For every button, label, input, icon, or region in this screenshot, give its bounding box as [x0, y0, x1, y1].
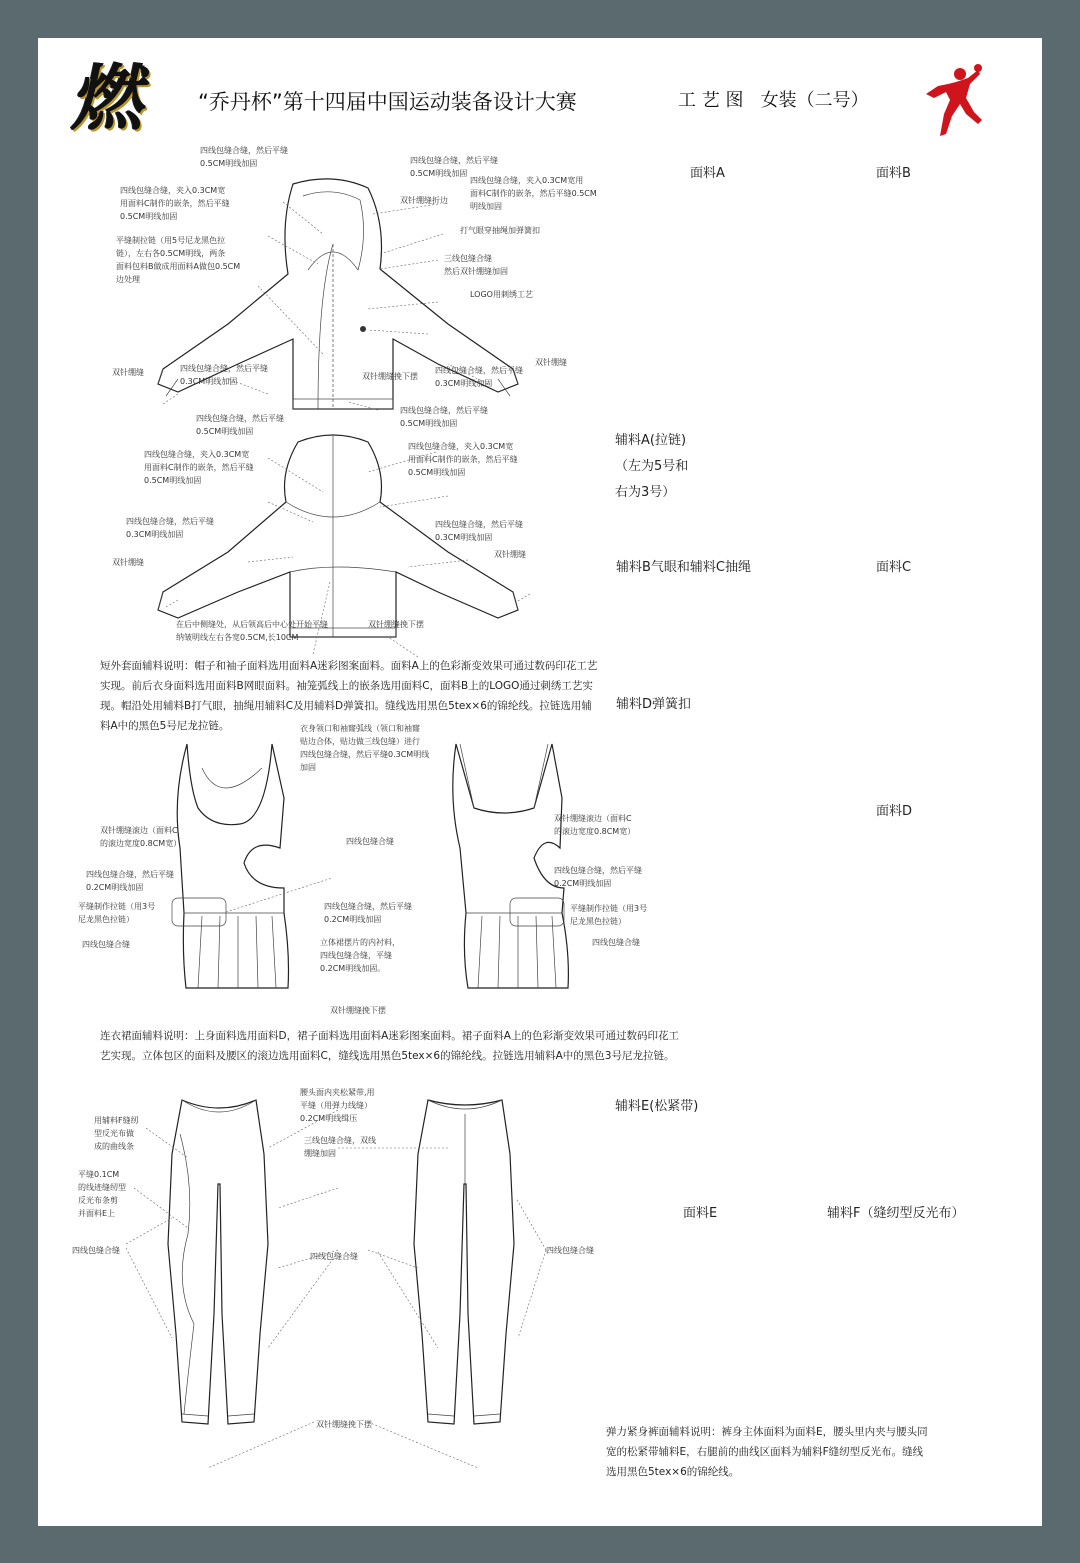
- pants-materials-note: 弹力紧身裤面辅料说明：裤身主体面料为面料E，腰头里内夹与腰头同宽的松紧带辅料E，右腿前的曲线区面料为辅料F缝纫型反光布。缝线选用黑色5tex×6的锦纶线。: [606, 1426, 928, 1478]
- pants-note-1: 用辅料F缝纫 型反光布做 成的曲线条: [94, 1116, 139, 1151]
- fabric-d-label: 面料D: [876, 804, 913, 819]
- jacket-front-note-2: 四线包缝合缝，夹入0.3CM宽 用面料C制作的嵌条，然后平缝 0.5CM明线加固: [120, 186, 230, 221]
- dress-note-9: 双针绷缝挽下摆: [330, 1006, 386, 1015]
- dress-note-11: 四线包缝合缝，然后平缝 0.2CM明线加固: [554, 866, 642, 888]
- pants-leader-lines: [38, 1088, 638, 1448]
- dress-note-3: 四线包缝合缝，然后平缝 0.2CM明线加固: [86, 870, 174, 892]
- jacket-back-note-8: 四线包缝合缝，夹入0.3CM宽 用面料C制作的嵌条，然后平缝 0.5CM明线加固: [408, 442, 518, 477]
- dress-note-6: 四线包缝合缝: [346, 837, 394, 846]
- jacket-back-note-4: 双针绷缝: [112, 558, 144, 567]
- jacket-back-note-2: 四线包缝合缝，夹入0.3CM宽 用面料C制作的嵌条，然后平缝 0.5CM明线加固: [144, 450, 254, 485]
- pants-note-6: 四线包缝合缝: [310, 1252, 358, 1261]
- jacket-back-note-5: 在后中侧缝处，从后领高后中心处开始平缝 纳皱明线左右各宽0.5CM,长10CM: [176, 620, 328, 642]
- jacket-front-note-14: 双针绷缝: [535, 358, 567, 367]
- dress-note-2: 双针绷缝滚边（面料C 的滚边宽度0.8CM宽）: [100, 826, 182, 848]
- pants-note-4: 腰头面内夹松紧带,用 平缝（用弹力线缝） 0.2CM明线缉压: [300, 1088, 375, 1123]
- design-sheet: [38, 38, 1042, 1526]
- dress-note-4: 平缝制作拉链（用3号 尼龙黑色拉链）: [78, 902, 156, 924]
- logo-char: 燃: [67, 55, 158, 140]
- dress-note-13: 四线包缝合缝: [592, 938, 640, 947]
- jacket-front-note-11: 三线包缝合缝 然后双针绷缝加固: [444, 254, 508, 276]
- jumping-athlete-icon: [916, 64, 986, 144]
- jacket-front-note-1: 四线包缝合缝，然后平缝 0.5CM明线加固: [200, 146, 288, 168]
- dress-note-12: 平缝制作拉链（用3号 尼龙黑色拉链）: [570, 904, 648, 926]
- jacket-back-note-7: 四线包缝合缝，然后平缝 0.5CM明线加固: [400, 406, 488, 428]
- jacket-front-note-12: LOGO用刺绣工艺: [470, 290, 533, 299]
- dress-note-5: 四线包缝合缝: [82, 940, 130, 949]
- dress-note-1: 衣身领口和袖窿弧线（领口和袖窿 贴边合体，贴边做三线包缝）进行 四线包缝合缝，然后平缝0.3CM明线 加固: [300, 724, 430, 772]
- fabric-b-label: 面料B: [876, 166, 911, 181]
- jacket-back-note-1: 四线包缝合缝，然后平缝 0.5CM明线加固: [196, 414, 284, 436]
- fabric-e-label: 面料E: [683, 1206, 718, 1221]
- jacket-front-note-9: 双针绷缝折边: [400, 196, 448, 205]
- calligraphy-logo: [67, 55, 176, 140]
- jacket-front-note-10: 打气眼穿抽绳加弹簧扣: [460, 226, 540, 235]
- aux-b-c-label: 辅料B气眼和辅料C抽绳: [616, 560, 751, 575]
- dress-front-drawing: [172, 738, 322, 998]
- pants-note-5: 三线包缝合缝，双线 绷缝加固: [304, 1136, 376, 1158]
- dress-materials-note: 连衣裙面辅料说明：上身面料选用面料D，裙子面料选用面料A迷彩图案面料。裙子面料A上的色彩渐变效果可通过数码印花工艺实现。立体包区的面料及腰区的滚边选用面料C，缝线选用黑色5tex×6的锦纶线。拉链选用辅料A中的黑色3号尼龙拉链。: [100, 1030, 679, 1062]
- jacket-back-note-10: 双针绷缝: [494, 550, 526, 559]
- fabric-c-label: 面料C: [876, 560, 912, 575]
- jacket-back-note-3: 四线包缝合缝，然后平缝 0.3CM明线加固: [126, 517, 214, 539]
- aux-f-label: 辅料F（缝纫型反光布）: [827, 1206, 965, 1221]
- aux-a-label: 辅料A(拉链) （左为5号和 右为3号）: [615, 433, 689, 500]
- dress-note-7: 四线包缝合缝，然后平缝 0.2CM明线加固: [324, 902, 412, 924]
- jacket-front-note-7: 四线包缝合缝，然后平缝 0.5CM明线加固: [410, 156, 498, 178]
- jacket-back-note-6: 双针绷缝挽下摆: [368, 620, 424, 629]
- jacket-front-note-8: 四线包缝合缝，夹入0.3CM宽用 面料C制作的嵌条，然后平缝0.5CM 明线加固: [470, 176, 597, 211]
- pants-note-7: 四线包缝合缝: [546, 1246, 594, 1255]
- pants-note-3: 四线包缝合缝: [72, 1246, 120, 1255]
- sheet-subtitle: 工 艺 图 女装（二号）: [678, 90, 869, 111]
- jacket-materials-note: 短外套面辅料说明：帽子和袖子面料选用面料A迷彩图案面料。面料A上的色彩渐变效果可通过数码印花工艺实现。前后衣身面料选用面料B网眼面料。袖笼弧线上的嵌条选用面料C，面料B上的LOGO通过刺绣工艺实现。帽沿处用辅料B打气眼，抽绳用辅料C及用辅料D弹簧扣。缝线选用黑色5tex×6的锦纶线。拉链选用辅料A中的黑色5号尼龙拉链。: [100, 660, 598, 732]
- pants-note-2: 平缝0.1CM 的线迹缝纫型 反光布条剪 并面料E上: [78, 1170, 126, 1218]
- jacket-front-note-3: 平缝制拉链（用5号尼龙黑色拉 链），左右各0.5CM明线，两条 面料包料B做成用面料A做包0.5CM 边处理: [116, 236, 241, 284]
- aux-d-label: 辅料D弹簧扣: [616, 697, 692, 712]
- dress-note-8: 立体裙摆片的内衬料， 四线包缝合缝，平缝 0.2CM明线加固。: [320, 938, 400, 973]
- aux-e-label: 辅料E(松紧带): [615, 1099, 699, 1114]
- dress-note-10: 双针绷缝滚边（面料C 的滚边宽度0.8CM宽）: [554, 814, 636, 836]
- jacket-front-note-6: 双针绷缝挽下摆: [362, 372, 418, 381]
- fabric-a-label: 面料A: [690, 166, 725, 181]
- jacket-front-note-13: 四线包缝合缝，然后平缝 0.3CM明线加固: [435, 366, 523, 388]
- jacket-back-note-9: 四线包缝合缝，然后平缝 0.3CM明线加固: [435, 520, 523, 542]
- pants-note-8: 双针绷缝挽下摆: [316, 1420, 372, 1429]
- contest-title: “乔丹杯”第十四届中国运动装备设计大赛: [198, 90, 577, 114]
- jacket-front-note-5: 四线包缝合缝，然后平缝 0.3CM明线加固: [180, 364, 268, 386]
- jacket-front-note-4: 双针绷缝: [112, 368, 144, 377]
